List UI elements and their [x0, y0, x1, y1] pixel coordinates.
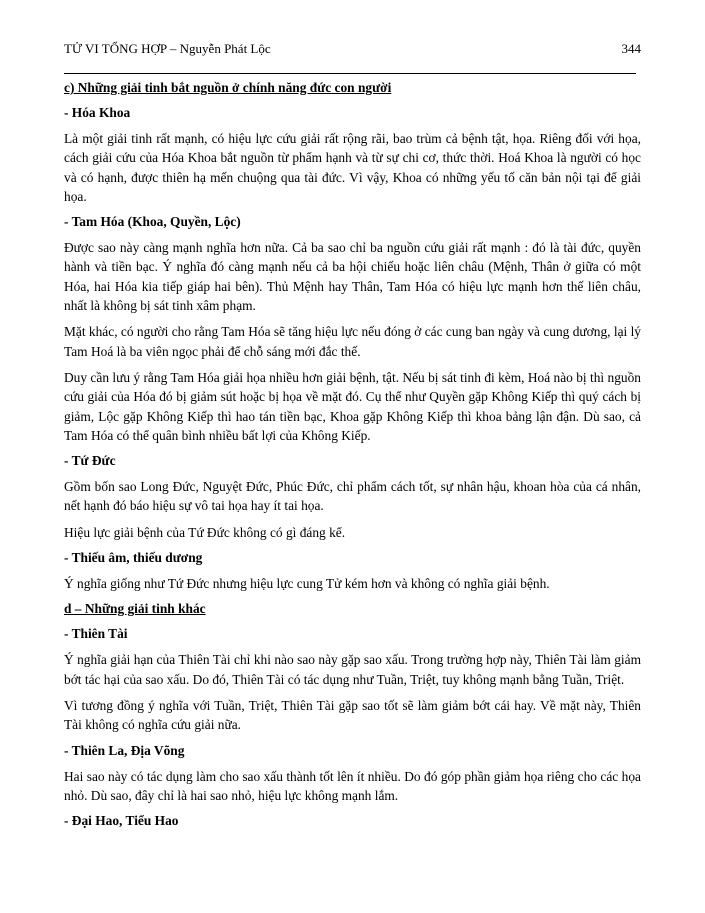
- page-header: [64, 41, 641, 59]
- page-number: 344: [621, 41, 641, 56]
- body-paragraph: Được sao này càng mạnh nghĩa hơn nữa. Cả ba sao chỉ ba nguồn cứu giải rất mạnh : đó là tài đức, quyền hành và tiền bạc. Ý nghĩa đó càng mạnh nếu cả ba hội chiếu hoặc liên châu (Mệnh, Thân ở giữa có một Hóa, hai Hóa kia tiếp giáp hai bên). Thủ Mệnh hay Thân, Tam Hóa có hiệu lực mạnh hơn thế liên châu, nhất là không bị sát tinh xâm phạm.: [64, 240, 641, 314]
- item-heading: - Tứ Đức: [64, 453, 116, 469]
- body-paragraph: Gồm bốn sao Long Đức, Nguyệt Đức, Phúc Đức, chỉ phẩm cách tốt, sự nhân hậu, khoan hòa của cá nhân, nết hạnh đó báo hiệu sự vô tai họa hay ít tai họa.: [64, 479, 641, 514]
- item-heading: - Thiên La, Địa Võng: [64, 742, 185, 758]
- header-title: TỬ VI TỔNG HỢP – Nguyễn Phát Lộc: [64, 41, 271, 56]
- body-paragraph: Hai sao này có tác dụng làm cho sao xấu thành tốt lên ít nhiều. Do đó góp phần giảm họa riêng cho các họa nhỏ. Dù sao, đây chỉ là hai sao nhỏ, hiệu lực không mạnh lắm.: [64, 768, 641, 803]
- item-heading: - Thiếu âm, thiếu dương: [64, 550, 203, 566]
- body-paragraph: Ý nghĩa giống như Tứ Đức nhưng hiệu lực cung Tử kém hơn và không có nghĩa giải bệnh.: [64, 576, 550, 592]
- item-heading: - Hóa Khoa: [64, 105, 131, 120]
- section-heading: d – Những giải tinh khác: [64, 601, 206, 617]
- body-paragraph: Mặt khác, có người cho rằng Tam Hóa sẽ tăng hiệu lực nếu đóng ở các cung ban ngày và cung dương, lại lý Tam Hoá là ba viên ngọc phải để chỗ sáng mới đắc thế.: [64, 324, 641, 359]
- item-heading: - Đại Hao, Tiểu Hao: [64, 813, 179, 829]
- section-heading: c) Những giải tinh bắt nguồn ở chính năng đức con người: [64, 80, 392, 95]
- item-heading: - Thiên Tài: [64, 626, 128, 642]
- body-paragraph: Hiệu lực giải bệnh của Tứ Đức không có gì đáng kể.: [64, 524, 346, 540]
- body-paragraph: Ý nghĩa giải hạn của Thiên Tài chỉ khi nào sao này gặp sao xấu. Trong trường hợp này, Thiên Tài làm giảm bớt tác hại của sao xấu. Do đó, Thiên Tài có tác dụng như Tuần, Triệt, tuy không mạnh bằng Tuần, Triệt.: [64, 652, 641, 687]
- body-paragraph: Duy cần lưu ý rằng Tam Hóa giải họa nhiều hơn giải bệnh, tật. Nếu bị sát tinh đi kèm, Hoá nào bị thì nguồn cứu giải của Hóa đó bị giảm sút hoặc bị họa về mặt đó. Cụ thể như Quyền gặp Không Kiếp thì quý cách bị giảm, Lộc gặp Không Kiếp thì hao tán tiền bạc, Khoa gặp Không Kiếp thì khoa bảng lận đận. Dù sao, cả Tam Hóa có thể quân bình nhiều bất lợi của Không Kiếp.: [64, 369, 641, 443]
- item-heading: - Tam Hóa (Khoa, Quyền, Lộc): [64, 214, 241, 230]
- header-rule: [64, 73, 636, 74]
- body-paragraph: Vì tương đồng ý nghĩa với Tuần, Triệt, Thiên Tài gặp sao tốt sẽ làm giảm bớt cái hay. Về mặt này, Thiên Tài không có nghĩa cứu giải nữa.: [64, 697, 641, 733]
- document-body: [64, 79, 641, 837]
- body-paragraph: Là một giải tinh rất mạnh, có hiệu lực cứu giải rất rộng rãi, bao trùm cả bệnh tật, họa. Riêng đối với họa, cách giải cứu của Hóa Khoa bắt nguồn từ phẩm hạnh và từ sự chi cơ, thức thời. Hoá Khoa là người có học và có hạnh, được thiên hạ mến chuộng qua tài đức. Vì vậy, Khoa có những yếu tố căn bản nội tại để giải họa.: [64, 131, 641, 204]
